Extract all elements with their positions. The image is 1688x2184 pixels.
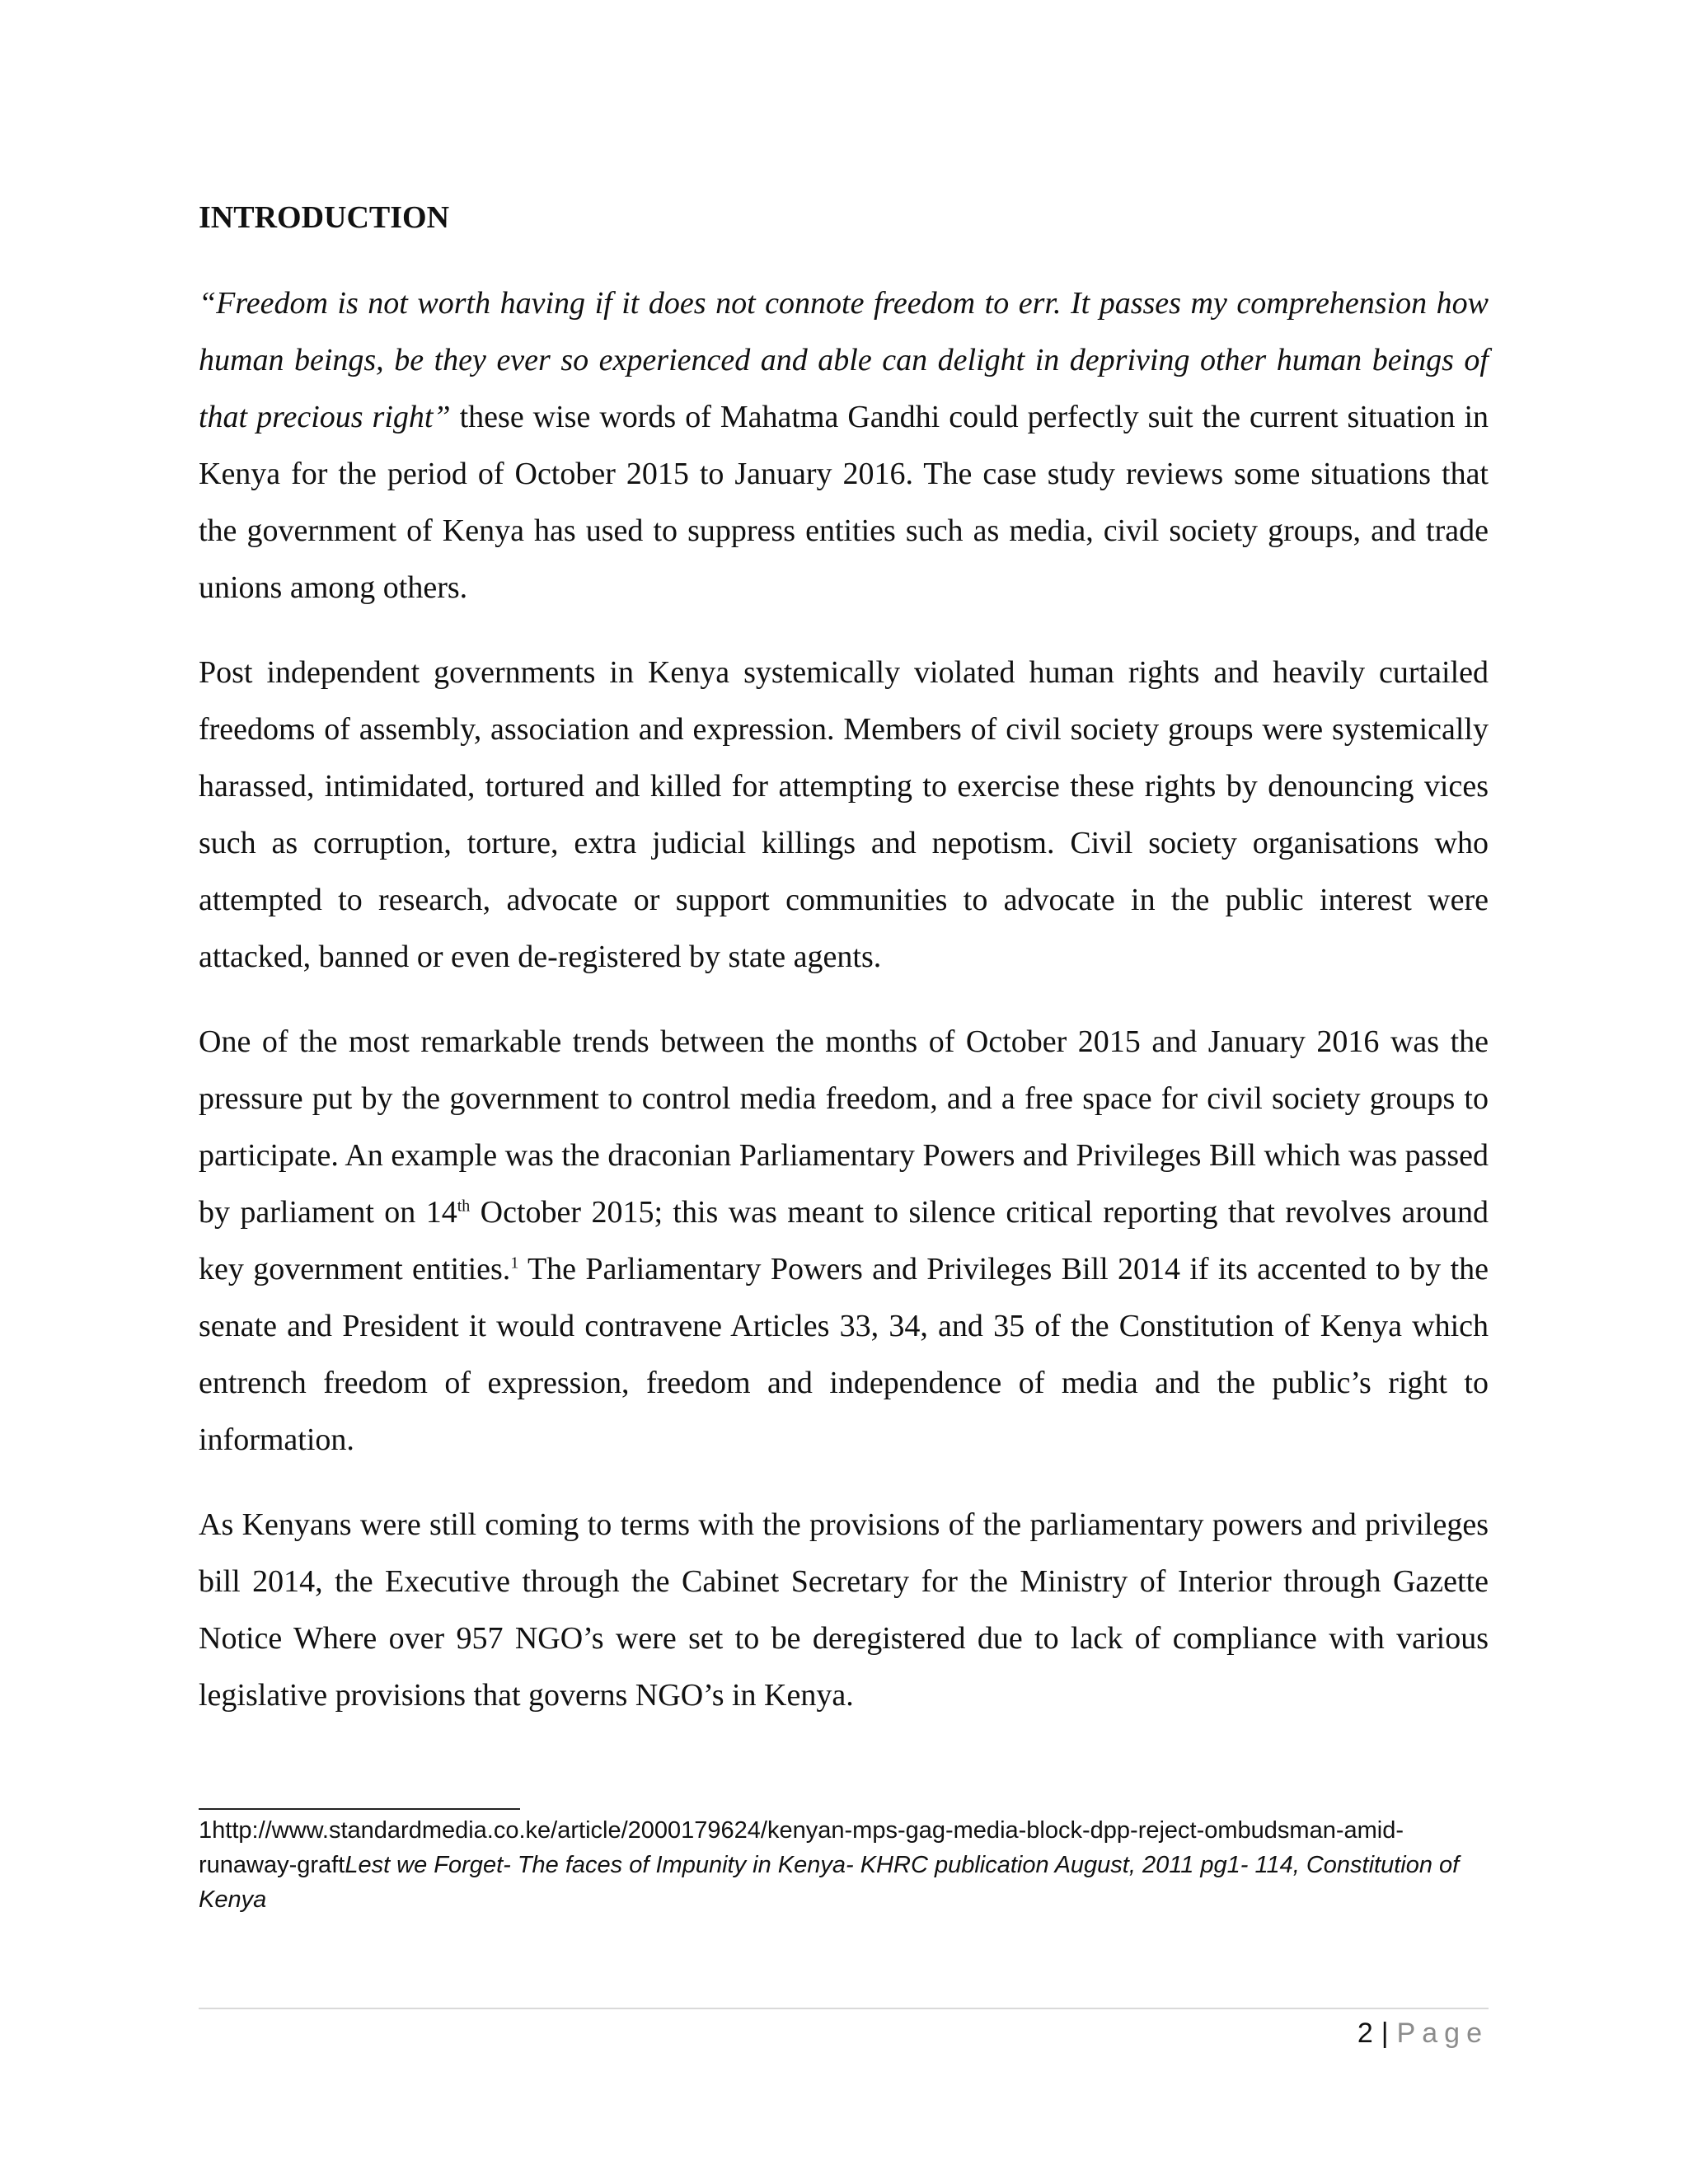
footer-divider	[199, 2008, 1489, 2009]
paragraph-3-text-c: The Parliamentary Powers and Privileges Bill 2014 if its accented to by the senate and President it would contravene Articles 33, 34, and 35 of the Constitution of Kenya which entrench freedom of expression, freedom and independence of media and the public’s right to information.	[199, 1252, 1489, 1457]
paragraph-1	[199, 275, 1489, 616]
document-body	[199, 194, 1489, 1752]
footnote-link[interactable]: http://www.standardmedia.co.ke/article/2000179624/kenyan-mps-gag-media-block-dpp-reject-ombudsman-amid-runaway-graft	[199, 1817, 1404, 1878]
footnote-reference[interactable]: 1	[510, 1254, 519, 1272]
footnote-citation: Lest we Forget- The faces of Impunity in Kenya- KHRC publication August, 2011 pg1- 114, Constitution of Kenya	[199, 1852, 1460, 1913]
page-number: 2	[1357, 2018, 1373, 2049]
paragraph-3-text-b: October 2015; this was meant to silence critical reporting that revolves around key government entities.	[199, 1195, 1489, 1286]
footnote-number: 1	[199, 1817, 213, 1844]
paragraph-3	[199, 1014, 1489, 1469]
footnote	[199, 1813, 1489, 1917]
section-heading: INTRODUCTION	[199, 200, 450, 235]
footnote-separator	[199, 1808, 520, 1810]
page-footer	[1357, 2011, 1489, 2055]
gandhi-quote: “Freedom is not worth having if it does not connote freedom to err. It passes my comprehension how human beings, be they ever so experienced and able can delight in depriving other human beings of that precious right”	[199, 286, 1489, 434]
paragraph-2: Post independent governments in Kenya systemically violated human rights and heavily curtailed freedoms of assembly, association and expression. Members of civil society groups were systemically harassed, intimidated, tortured and killed for attempting to exercise these rights by denouncing vices such as corruption, torture, extra judicial killings and nepotism. Civil society organisations who attempted to research, advocate or support communities to advocate in the public interest were attacked, banned or even de-registered by state agents.	[199, 655, 1489, 974]
ordinal-suffix: th	[457, 1197, 471, 1216]
paragraph-3-text-a: One of the most remarkable trends between the months of October 2015 and January 2016 was the pressure put by the government to control media freedom, and a free space for civil society groups to participate. An example was the draconian Parliamentary Powers and Privileges Bill which was passed by parliament on 14	[199, 1024, 1489, 1230]
paragraph-4: As Kenyans were still coming to terms with the provisions of the parliamentary powers and privileges bill 2014, the Executive through the Cabinet Secretary for the Ministry of Interior through Gazette Notice Where over 957 NGO’s were set to be deregistered due to lack of compliance with various legislative provisions that governs NGO’s in Kenya.	[199, 1507, 1489, 1713]
page-label: Page	[1396, 2018, 1489, 2049]
page-separator: |	[1381, 2018, 1389, 2049]
paragraph-1-text: these wise words of Mahatma Gandhi could perfectly suit the current situation in Kenya for the period of October 2015 to January 2016. The case study reviews some situations that the government of Kenya has used to suppress entities such as media, civil society groups, and trade unions among others.	[199, 400, 1489, 605]
